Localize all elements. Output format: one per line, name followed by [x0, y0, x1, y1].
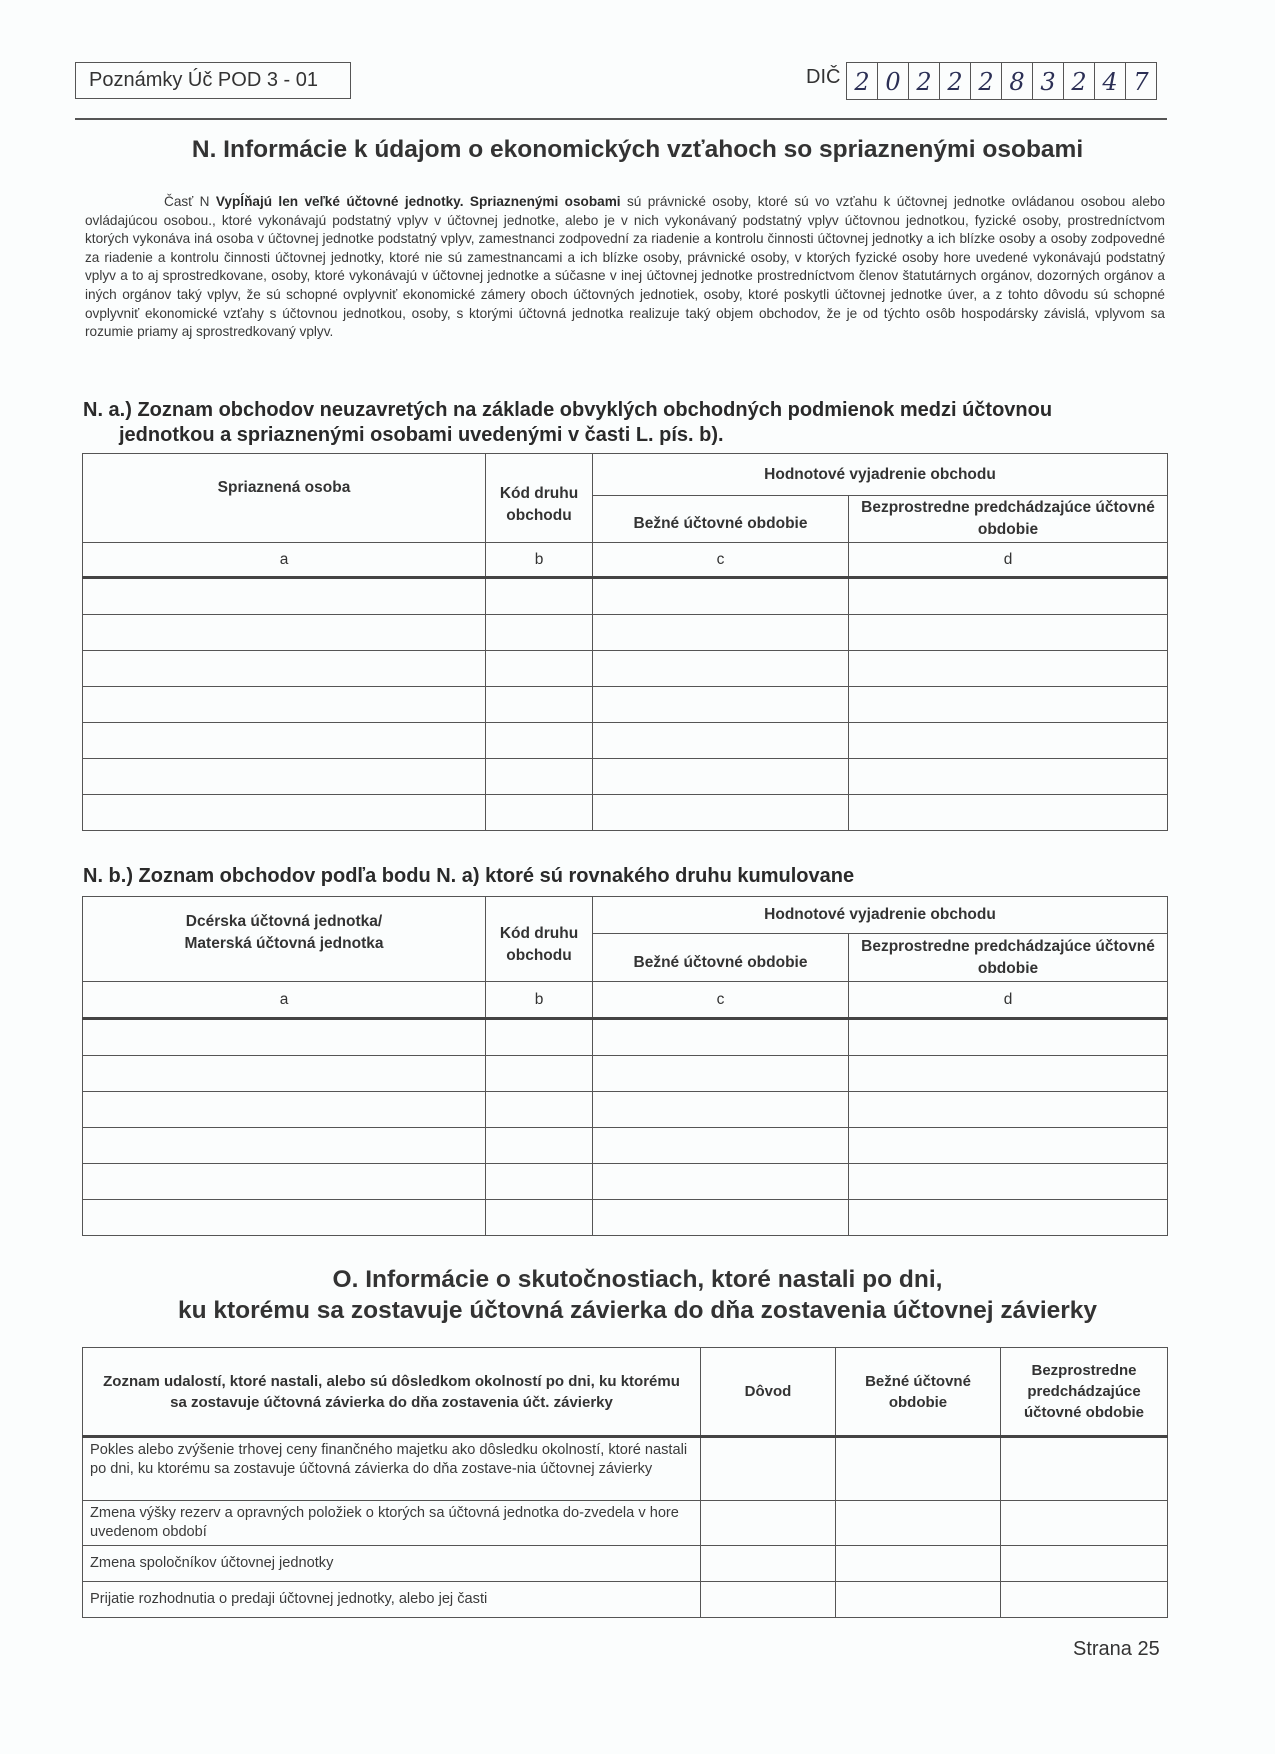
cell-b[interactable] [486, 723, 593, 759]
event-label: Prijatie rozhodnutia o predaji účtovnej jednotky, alebo jej časti [83, 1582, 701, 1618]
table-row [83, 1164, 1168, 1200]
table-row [83, 651, 1168, 687]
cell-bezne[interactable] [836, 1501, 1001, 1546]
table-row [83, 1056, 1168, 1092]
table-na [82, 453, 1168, 831]
intro-bold-2: Spriaznenými osobami [469, 194, 621, 209]
cell-b[interactable] [486, 759, 593, 795]
cell-d[interactable] [849, 1128, 1168, 1164]
cell-a[interactable] [83, 1200, 486, 1236]
dic-digit[interactable]: 0 [878, 62, 909, 100]
header-spriaznena-osoba: Spriaznená osoba [83, 454, 486, 543]
cell-c[interactable] [593, 1092, 849, 1128]
header-dcerska-materska [83, 897, 486, 982]
section-na-heading [83, 398, 1173, 448]
cell-a[interactable] [83, 1128, 486, 1164]
cell-c[interactable] [593, 759, 849, 795]
cell-c[interactable] [593, 1200, 849, 1236]
cell-d[interactable] [849, 1164, 1168, 1200]
header-hodnotove-vyjadrenie: Hodnotové vyjadrenie obchodu [593, 897, 1168, 934]
table-nb [82, 896, 1168, 1236]
cell-c[interactable] [593, 1164, 849, 1200]
page-number: Strana 25 [1073, 1638, 1160, 1660]
cell-b[interactable] [486, 1128, 593, 1164]
cell-b[interactable] [486, 615, 593, 651]
cell-c[interactable] [593, 615, 849, 651]
cell-c[interactable] [593, 578, 849, 615]
cell-b[interactable] [486, 1019, 593, 1056]
cell-c[interactable] [593, 687, 849, 723]
col-letter: a [83, 982, 486, 1019]
cell-b[interactable] [486, 1092, 593, 1128]
cell-a[interactable] [83, 578, 486, 615]
intro-lead: Časť N [164, 194, 216, 209]
cell-c[interactable] [593, 1019, 849, 1056]
table-row [83, 1546, 1168, 1582]
cell-c[interactable] [593, 1056, 849, 1092]
dic-digit[interactable]: 2 [971, 62, 1002, 100]
section-na-heading-line1: N. a.) Zoznam obchodov neuzavretých na základe obvyklých obchodných podmienok medzi účtovnou [83, 399, 1053, 421]
event-label: Zmena výšky rezerv a opravných položiek o ktorých sa účtovná jednotka do-zvedela v hore uvedenom období [83, 1501, 701, 1546]
cell-b[interactable] [486, 687, 593, 723]
table-row [83, 1092, 1168, 1128]
cell-predchadzajuce[interactable] [1001, 1437, 1168, 1501]
event-label: Pokles alebo zvýšenie trhovej ceny finančného majetku ako dôsledku okolností, ktoré nastali po dni, ku ktorému sa zostavuje účtovná závierka do dňa zostave-nia účtovnej závierky [83, 1437, 701, 1501]
cell-a[interactable] [83, 651, 486, 687]
cell-d[interactable] [849, 687, 1168, 723]
header-divider [75, 118, 1167, 120]
dic-digit[interactable]: 2 [909, 62, 940, 100]
table-row [83, 1582, 1168, 1618]
cell-b[interactable] [486, 578, 593, 615]
header-zoznam-udalosti: Zoznam udalostí, ktoré nastali, alebo sú dôsledkom okolností po dni, ku ktorému sa zostavuje účtovná závierka do dňa zostavenia účt. závierky [83, 1348, 701, 1437]
header-predchadzajuce-obdobie: Bezprostredne predchádzajúce účtovné obdobie [849, 934, 1168, 982]
intro-bold-1: Vypĺňajú len veľké účtovné jednotky. [215, 194, 464, 209]
cell-a[interactable] [83, 615, 486, 651]
table-row [83, 795, 1168, 831]
cell-d[interactable] [849, 578, 1168, 615]
cell-c[interactable] [593, 723, 849, 759]
cell-dovod[interactable] [701, 1546, 836, 1582]
cell-d[interactable] [849, 1019, 1168, 1056]
cell-a[interactable] [83, 687, 486, 723]
dic-digit[interactable]: 8 [1002, 62, 1033, 100]
section-n-title: N. Informácie k údajom o ekonomických vzťahoch so spriaznenými osobami [191, 136, 1084, 163]
section-nb-heading: N. b.) Zoznam obchodov podľa bodu N. a) ktoré sú rovnakého druhu kumulovane [83, 865, 855, 887]
cell-c[interactable] [593, 651, 849, 687]
cell-d[interactable] [849, 1056, 1168, 1092]
header-predchadzajuce-obdobie: Bezprostredne predchádzajúce účtovné obdobie [1001, 1348, 1168, 1437]
form-id-box: Poznámky Úč POD 3 - 01 [75, 62, 351, 99]
col-letter: d [849, 543, 1168, 578]
dic-digit[interactable]: 4 [1095, 62, 1126, 100]
cell-d[interactable] [849, 615, 1168, 651]
cell-a[interactable] [83, 795, 486, 831]
cell-dovod[interactable] [701, 1582, 836, 1618]
cell-a[interactable] [83, 1092, 486, 1128]
cell-b[interactable] [486, 1056, 593, 1092]
cell-bezne[interactable] [836, 1546, 1001, 1582]
cell-d[interactable] [849, 1200, 1168, 1236]
cell-b[interactable] [486, 795, 593, 831]
cell-d[interactable] [849, 795, 1168, 831]
cell-dovod[interactable] [701, 1437, 836, 1501]
cell-bezne[interactable] [836, 1437, 1001, 1501]
header-hodnotove-vyjadrenie: Hodnotové vyjadrenie obchodu [593, 454, 1168, 496]
cell-b[interactable] [486, 651, 593, 687]
table-row [83, 1200, 1168, 1236]
header-dovod: Dôvod [701, 1348, 836, 1437]
table-row [83, 1501, 1168, 1546]
table-row [83, 1437, 1168, 1501]
intro-body: sú právnické osoby, ktoré sú vo vzťahu k účtovnej jednotke ovládanou osobou alebo ovládajúcou osobou., ktoré vykonávajú podstatný vplyv v účtovnej jednotke, alebo je v nich vykonávaný podstatný vplyv účtovnou jednotkou, fyzické osoby, prostredníctvom ktorých vykonáva iná osoba v účtovnej jednotke podstatný vplyv, zamestnanci zodpovední za riadenie a kontrolu činnosti účtovnej jednotky a ich blízke osoby a osoby zodpovedné za riadenie a kontrolu činnosti účtovnej jednotky, ktoré nie sú zamestnancami a ich blízke osoby, právnické osoby, v ktorých fyzické osoby hore uvedené vykonávajú podstatný vplyv a to aj sprostredkovane, osoby, ktoré vykonávajú v účtovnej jednotke a súčasne v inej účtovnej jednotke prostredníctvom členov štatutárnych orgánov, dozorných orgánov a iných orgánov taký vplyv, že sú schopné ovplyvniť ekonomické zámery oboch účtovných jednotiek, osoby, ktoré poskytli účtovnej jednotke úver, a z tohto dôvodu sú schopné ovplyvniť ekonomické vzťahy s účtovnou jednotkou, osoby, s ktorými účtovná jednotka realizuje taký objem obchodov, že je od týchto osôb hospodársky závislá, vplyvom sa rozumie priamy aj sprostredkovaný vplyv. [85, 194, 1166, 340]
table-row [83, 1019, 1168, 1056]
cell-d[interactable] [849, 1092, 1168, 1128]
table-row [83, 615, 1168, 651]
header-bezne-obdobie: Bežné účtovné obdobie [836, 1348, 1001, 1437]
dic-label: DIČ [806, 66, 841, 88]
cell-c[interactable] [593, 1128, 849, 1164]
header-materska-line2: Materská účtovná jednotka [184, 935, 384, 952]
header-bezne-obdobie: Bežné účtovné obdobie [593, 496, 849, 543]
cell-a[interactable] [83, 1164, 486, 1200]
cell-d[interactable] [849, 723, 1168, 759]
dic-digit[interactable]: 3 [1033, 62, 1064, 100]
col-letter: c [593, 982, 849, 1019]
table-row [83, 1128, 1168, 1164]
cell-a[interactable] [83, 1056, 486, 1092]
cell-predchadzajuce[interactable] [1001, 1546, 1168, 1582]
cell-a[interactable] [83, 759, 486, 795]
section-o-title-line1: O. Informácie o skutočnostiach, ktoré nastali po dni, [332, 1266, 943, 1293]
header-bezne-obdobie: Bežné účtovné obdobie [593, 934, 849, 982]
col-letter: b [486, 543, 593, 578]
dic-digit[interactable]: 2 [847, 62, 878, 100]
cell-dovod[interactable] [701, 1501, 836, 1546]
cell-c[interactable] [593, 795, 849, 831]
header-kod-druhu: Kód druhu obchodu [486, 454, 593, 543]
cell-a[interactable] [83, 723, 486, 759]
section-n-intro [85, 193, 1165, 342]
cell-b[interactable] [486, 1200, 593, 1236]
cell-predchadzajuce[interactable] [1001, 1501, 1168, 1546]
section-o-title-line2: ku ktorému sa zostavuje účtovná závierka do dňa zostavenia účtovnej závierky [177, 1297, 1098, 1324]
header-predchadzajuce-obdobie: Bezprostredne predchádzajúce účtovné obdobie [849, 496, 1168, 543]
table-o [82, 1347, 1168, 1618]
table-row [83, 759, 1168, 795]
cell-d[interactable] [849, 759, 1168, 795]
event-label: Zmena spoločníkov účtovnej jednotky [83, 1546, 701, 1582]
dic-digit-boxes [846, 62, 1157, 100]
header-kod-druhu: Kód druhu obchodu [486, 897, 593, 982]
header-dcerska-line1: Dcérska účtovná jednotka/ [185, 913, 383, 930]
table-row [83, 687, 1168, 723]
col-letter: b [486, 982, 593, 1019]
col-letter: d [849, 982, 1168, 1019]
col-letter: a [83, 543, 486, 578]
cell-b[interactable] [486, 1164, 593, 1200]
dic-digit[interactable]: 7 [1126, 62, 1157, 100]
cell-a[interactable] [83, 1019, 486, 1056]
section-na-heading-line2: jednotkou a spriaznenými osobami uvedenými v časti L. pís. b). [119, 424, 724, 446]
cell-bezne[interactable] [836, 1582, 1001, 1618]
table-row [83, 578, 1168, 615]
table-row [83, 723, 1168, 759]
dic-digit[interactable]: 2 [940, 62, 971, 100]
cell-d[interactable] [849, 651, 1168, 687]
dic-digit[interactable]: 2 [1064, 62, 1095, 100]
section-o-title [0, 1264, 1275, 1326]
col-letter: c [593, 543, 849, 578]
cell-predchadzajuce[interactable] [1001, 1582, 1168, 1618]
